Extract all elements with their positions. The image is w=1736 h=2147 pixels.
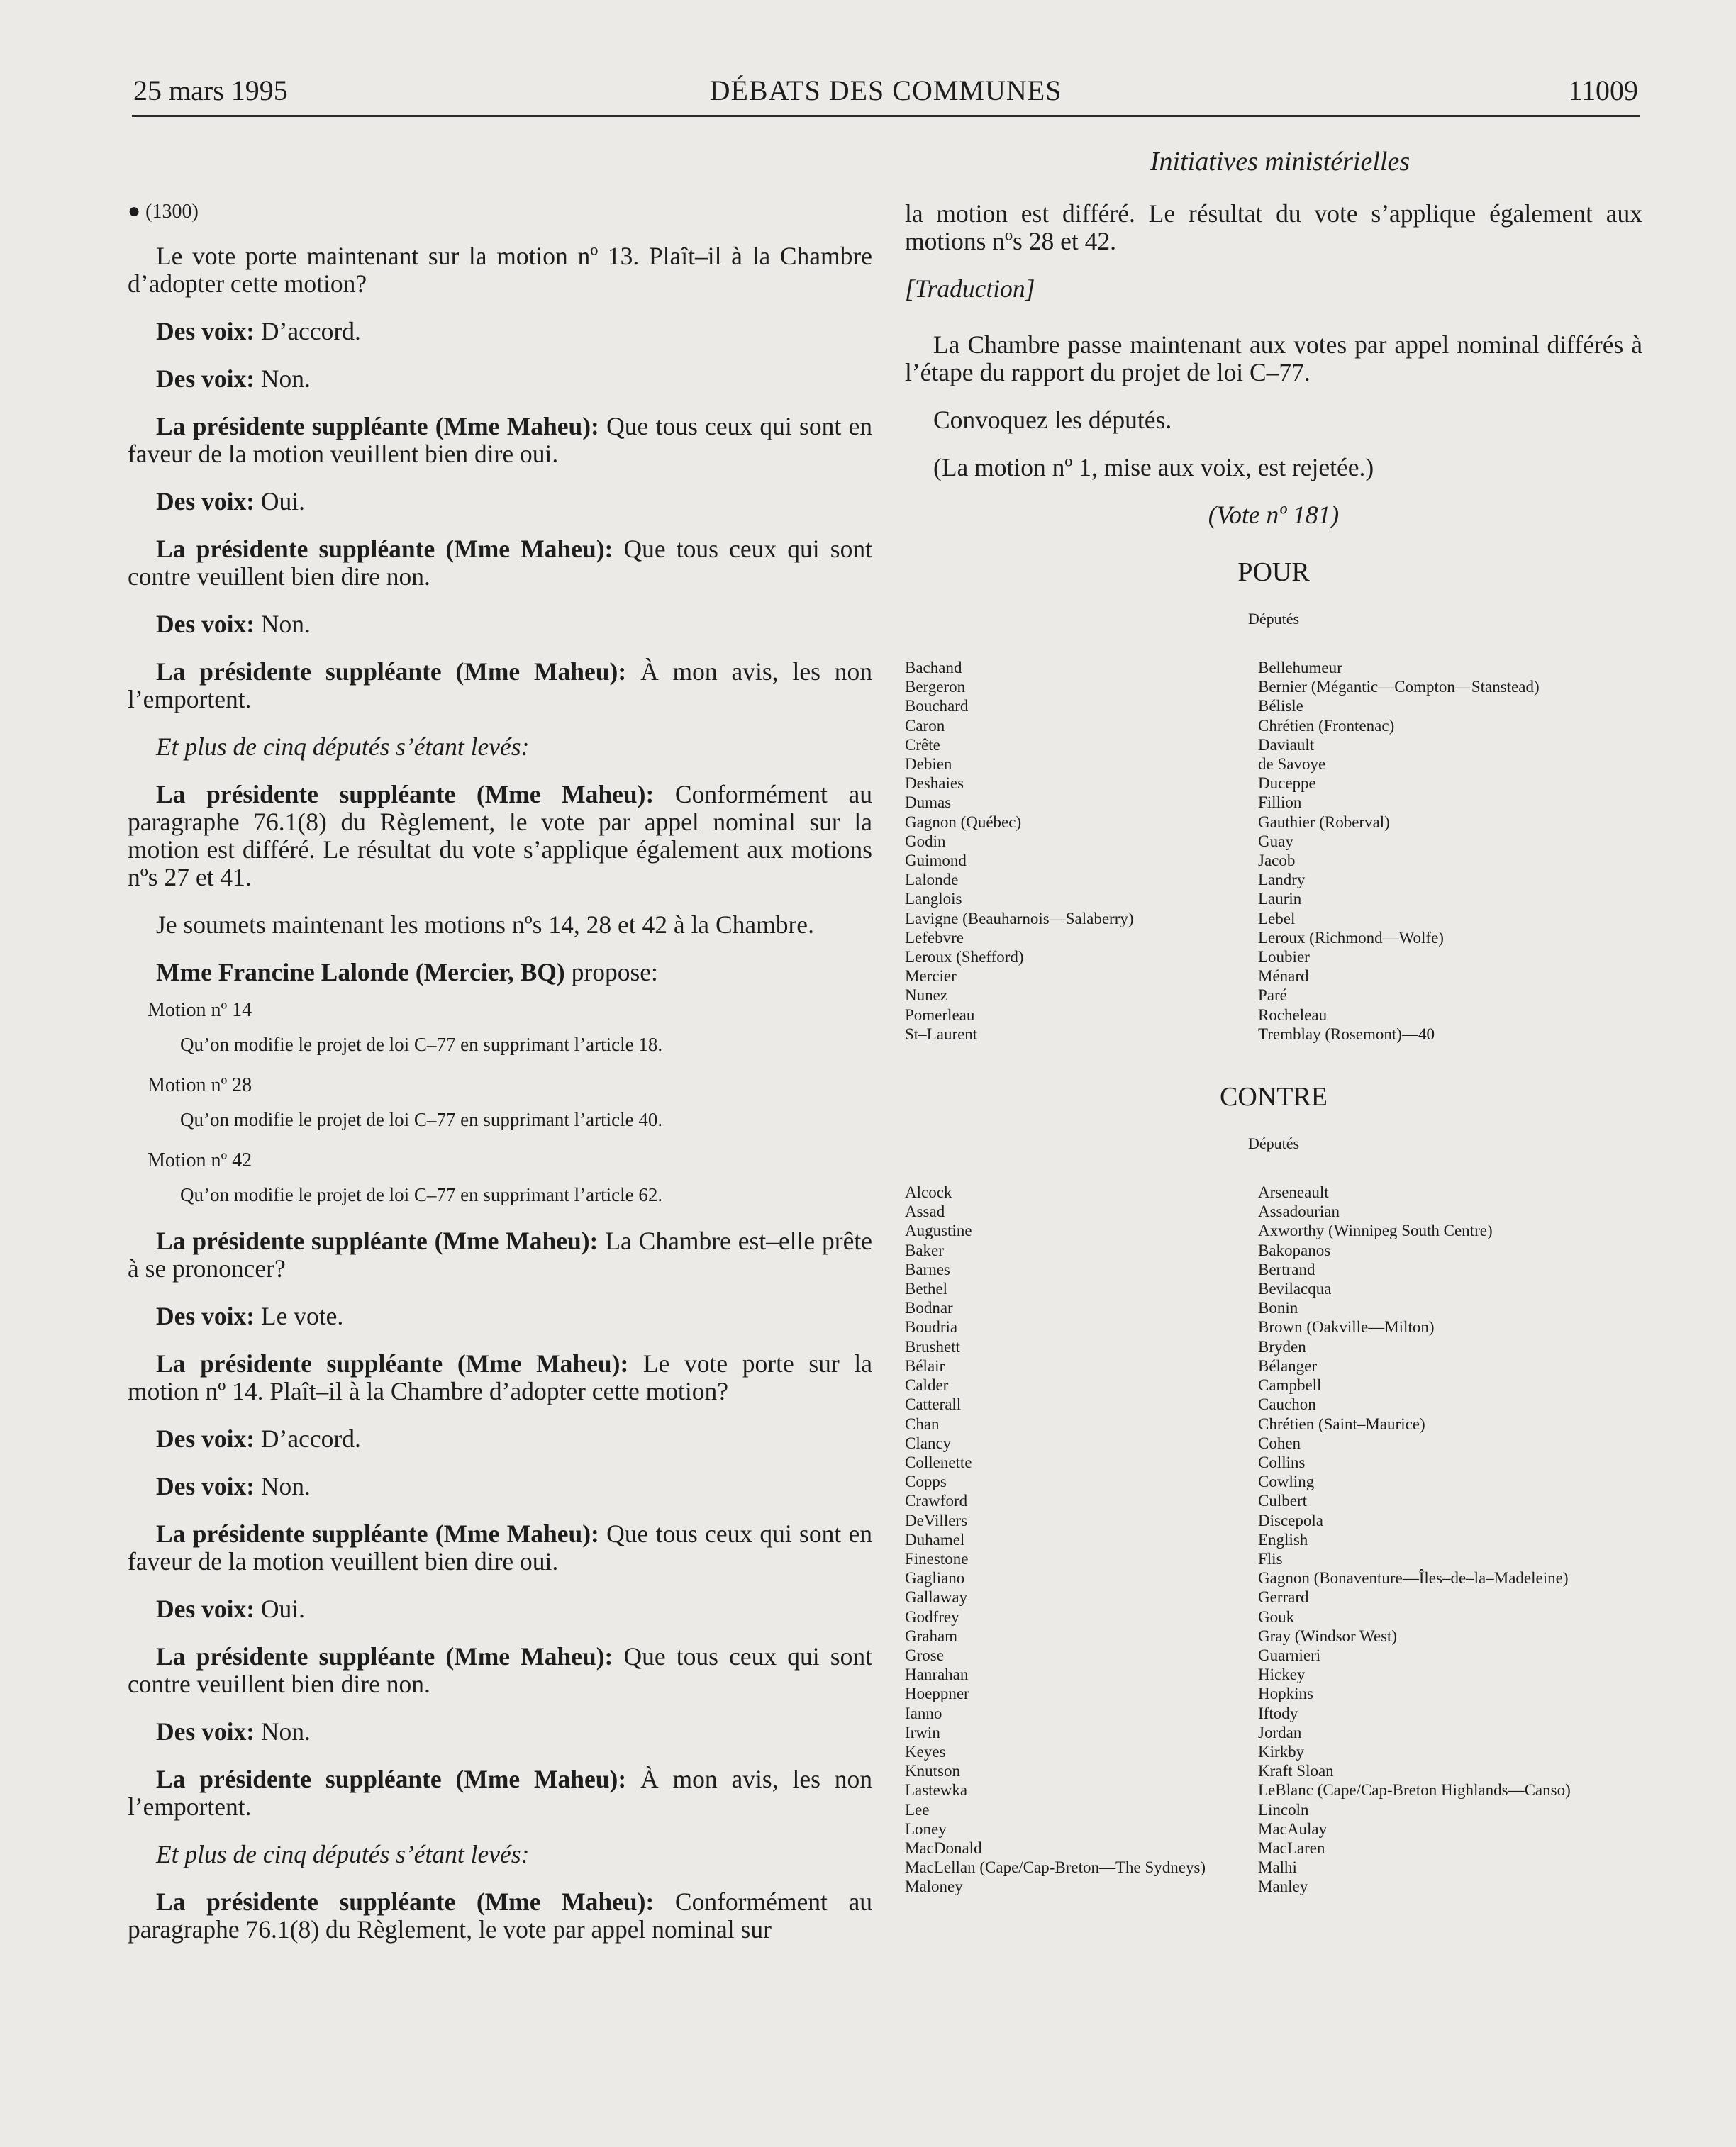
deputy-name: Bachand: [905, 659, 962, 676]
header-date: 25 mars 1995: [133, 74, 288, 106]
deputy-name: Bakopanos: [1258, 1241, 1331, 1259]
deputy-name: Cowling: [1258, 1473, 1315, 1491]
voices-line: Des voix: Oui.: [156, 1595, 306, 1623]
deputy-name: LeBlanc (Cape/Cap-Breton Highlands—Canso): [1258, 1781, 1571, 1800]
deputy-name: Loubier: [1258, 948, 1310, 966]
page-header: [132, 71, 1640, 117]
deputy-name: Iftody: [1258, 1704, 1298, 1722]
deputy-name: Hopkins: [1258, 1685, 1313, 1703]
header-title: DÉBATS DES COMMUNES: [709, 74, 1062, 106]
deputy-name: Deshaies: [905, 774, 964, 793]
deputy-name: Irwin: [905, 1723, 940, 1741]
motion-text: Qu’on modifie le projet de loi C–77 en supprimant l’article 40.: [180, 1109, 663, 1130]
deputes-label: Députés: [1247, 1134, 1300, 1153]
deputy-name: Daviault: [1258, 735, 1315, 754]
pour-column-2: [1258, 658, 1641, 1044]
deputy-name: Kirkby: [1258, 1742, 1305, 1761]
deputy-name: Baker: [905, 1241, 944, 1259]
deputy-name: St–Laurent: [905, 1025, 978, 1043]
deputy-name: Gagnon (Québec): [905, 813, 1022, 831]
paragraph: Je soumets maintenant les motions nºs 14, 28 et 42 à la Chambre.: [156, 910, 814, 939]
voices-line: Des voix: Le vote.: [156, 1302, 344, 1330]
deputy-name: Lalonde: [905, 871, 959, 889]
deputy-name: Discepola: [1258, 1511, 1323, 1529]
deputy-name: Duhamel: [905, 1530, 965, 1549]
speaker-line: La présidente suppléante (Mme Maheu): Le vote porte sur la motion nº 14. Plaît–il à la Chambre d’adopter cette motion?: [128, 1349, 872, 1405]
deputy-name: Ianno: [905, 1704, 942, 1722]
deputy-name: Pomerleau: [905, 1005, 975, 1024]
deputy-name: Laurin: [1258, 890, 1302, 908]
right-column: [905, 200, 1642, 1897]
deputy-name: Bélisle: [1258, 697, 1303, 715]
deputy-name: Clancy: [905, 1434, 952, 1452]
deputy-name: Bernier (Mégantic—Compton—Stanstead): [1258, 678, 1540, 696]
deputy-name: Axworthy (Winnipeg South Centre): [1258, 1222, 1493, 1240]
motion-text: Qu’on modifie le projet de loi C–77 en supprimant l’article 18.: [180, 1034, 663, 1055]
section-title: Initiatives ministérielles: [1150, 147, 1410, 177]
deputy-name: Bevilacqua: [1258, 1280, 1332, 1298]
deputy-name: Gallaway: [905, 1588, 968, 1607]
vote-number: (Vote nº 181): [1208, 501, 1340, 529]
contre-heading: CONTRE: [1220, 1082, 1328, 1112]
deputy-name: Guay: [1258, 832, 1293, 850]
deputy-name: Lincoln: [1258, 1800, 1309, 1819]
speaker-line: La présidente suppléante (Mme Maheu): Que tous ceux qui sont contre veuillent bien dire non.: [128, 1642, 872, 1698]
deputy-name: Arseneault: [1258, 1183, 1329, 1202]
contre-column-1: [905, 1183, 1258, 1897]
deputy-name: Chrétien (Saint–Maurice): [1258, 1415, 1425, 1433]
deputy-name: Leroux (Shefford): [905, 948, 1024, 966]
deputy-name: Barnes: [905, 1260, 950, 1278]
deputy-name: Bélanger: [1258, 1356, 1318, 1375]
deputy-name: Assadourian: [1258, 1203, 1340, 1221]
voices-line: Des voix: Non.: [156, 610, 311, 638]
deputy-name: Collins: [1258, 1453, 1306, 1471]
deputy-name: Cohen: [1258, 1434, 1301, 1452]
time-marker: ● (1300): [128, 199, 199, 223]
pour-column-1: [905, 658, 1258, 1044]
voices-line: Des voix: D’accord.: [156, 317, 361, 345]
paragraph: Le vote porte maintenant sur la motion nº 13. Plaît–il à la Chambre d’adopter cette motion?: [128, 242, 872, 298]
speaker-line: La présidente suppléante (Mme Maheu): Que tous ceux qui sont en faveur de la motion veuillent bien dire oui.: [128, 1519, 872, 1576]
voices-line: Des voix: Non.: [156, 1717, 311, 1746]
deputy-name: Kraft Sloan: [1258, 1762, 1334, 1780]
deputy-name: Lefebvre: [905, 928, 964, 947]
deputes-label: Députés: [1247, 610, 1300, 628]
deputy-name: Campbell: [1258, 1376, 1322, 1395]
voices-line: Des voix: Non.: [156, 364, 311, 393]
deputy-name: Culbert: [1258, 1492, 1307, 1510]
speaker-line: La présidente suppléante (Mme Maheu): À mon avis, les non l’emportent.: [128, 657, 873, 713]
motion-text: Qu’on modifie le projet de loi C–77 en supprimant l’article 62.: [180, 1184, 663, 1205]
deputy-name: Fillion: [1258, 793, 1302, 812]
deputy-name: Catterall: [905, 1395, 962, 1414]
deputy-name: Caron: [905, 716, 945, 735]
voices-line: Des voix: Non.: [156, 1472, 311, 1500]
deputy-name: Langlois: [905, 890, 962, 908]
deputy-name: Assad: [905, 1203, 945, 1221]
paragraph: (La motion nº 1, mise aux voix, est rejetée.): [933, 453, 1374, 481]
speaker-line: La présidente suppléante (Mme Maheu): Conformément au paragraphe 76.1(8) du Règlement, le vote par appel nominal sur la motion est différé. Le résultat du vote s’applique également aux motions nºs 27 et 41.: [128, 780, 872, 891]
deputy-name: Lastewka: [905, 1781, 968, 1800]
deputy-name: Bethel: [905, 1280, 948, 1298]
deputy-name: Lavigne (Beauharnois—Salaberry): [905, 909, 1134, 927]
deputy-name: Debien: [905, 755, 952, 774]
speaker-line: La présidente suppléante (Mme Maheu): Que tous ceux qui sont en faveur de la motion veuillent bien dire oui.: [128, 412, 872, 468]
deputy-name: Bonin: [1258, 1299, 1298, 1317]
motion-label: Motion nº 42: [148, 1149, 252, 1171]
deputy-name: Gouk: [1258, 1607, 1295, 1626]
deputy-name: Copps: [905, 1473, 947, 1491]
deputy-name: Ménard: [1258, 967, 1309, 986]
deputy-name: Lee: [905, 1800, 930, 1819]
deputy-name: Lebel: [1258, 909, 1296, 927]
deputy-name: Knutson: [905, 1762, 960, 1780]
deputy-name: Rocheleau: [1258, 1005, 1328, 1024]
header-page-number: 11009: [1568, 74, 1638, 106]
deputy-name: Brown (Oakville—Milton): [1258, 1318, 1435, 1337]
deputy-name: Jordan: [1258, 1723, 1302, 1741]
deputy-name: de Savoye: [1258, 755, 1326, 774]
deputy-name: Bellehumeur: [1258, 659, 1342, 676]
deputy-name: Crawford: [905, 1492, 968, 1510]
deputy-name: Crête: [905, 735, 940, 754]
deputy-name: Godfrey: [905, 1607, 959, 1626]
deputy-name: Chrétien (Frontenac): [1258, 716, 1395, 735]
deputy-name: English: [1258, 1530, 1308, 1549]
deputy-name: Gagliano: [905, 1569, 965, 1588]
deputy-name: Brushett: [905, 1337, 960, 1356]
stage-direction: Et plus de cinq députés s’étant levés:: [156, 1840, 530, 1868]
deputy-name: Loney: [905, 1819, 947, 1838]
voices-line: Des voix: D’accord.: [156, 1424, 361, 1453]
deputy-name: Tremblay (Rosemont)—40: [1258, 1025, 1435, 1043]
deputy-name: Gerrard: [1258, 1588, 1309, 1607]
deputy-name: Mercier: [905, 967, 957, 986]
deputy-name: Malhi: [1258, 1858, 1297, 1877]
deputy-name: Augustine: [905, 1222, 972, 1240]
deputy-name: Keyes: [905, 1742, 946, 1761]
deputy-name: Bouchard: [905, 697, 969, 715]
motion-label: Motion nº 14: [148, 999, 252, 1021]
deputy-name: Grose: [905, 1646, 944, 1664]
pour-heading: POUR: [1237, 557, 1310, 587]
deputy-name: MacLellan (Cape/Cap-Breton—The Sydneys): [905, 1858, 1206, 1877]
paragraph: la motion est différé. Le résultat du vote s’applique également aux motions nºs 28 et 42.: [905, 199, 1642, 255]
contre-list: [905, 1183, 1642, 1897]
deputy-name: Flis: [1258, 1549, 1283, 1568]
deputy-name: Hoeppner: [905, 1685, 969, 1703]
deputy-name: Paré: [1258, 986, 1287, 1005]
paragraph: Convoquez les députés.: [933, 406, 1172, 434]
deputy-name: Godin: [905, 832, 946, 850]
proposer-line: Mme Francine Lalonde (Mercier, BQ) propose:: [156, 958, 658, 986]
deputy-name: Guimond: [905, 852, 967, 870]
deputy-name: Dumas: [905, 793, 952, 812]
paragraph: La Chambre passe maintenant aux votes par appel nominal différés à l’étape du rapport du projet de loi C–77.: [905, 330, 1642, 386]
left-column: [128, 197, 872, 1963]
deputy-name: Collenette: [905, 1453, 972, 1471]
deputy-name: Calder: [905, 1376, 949, 1395]
deputy-name: MacAulay: [1258, 1819, 1328, 1838]
deputy-name: Bertrand: [1258, 1260, 1315, 1278]
deputy-name: Alcock: [905, 1183, 952, 1202]
stage-direction: Et plus de cinq députés s’étant levés:: [156, 732, 530, 761]
deputy-name: Boudria: [905, 1318, 958, 1337]
deputy-name: Bélair: [905, 1356, 945, 1375]
deputy-name: Manley: [1258, 1878, 1308, 1896]
bullet-icon: ●: [128, 199, 141, 223]
deputy-name: MacDonald: [905, 1839, 982, 1857]
deputy-name: Gagnon (Bonaventure—Îles–de–la–Madeleine): [1258, 1569, 1569, 1588]
deputy-name: Hickey: [1258, 1666, 1306, 1684]
deputy-name: Duceppe: [1258, 774, 1316, 793]
voices-line: Des voix: Oui.: [156, 487, 306, 515]
deputy-name: Nunez: [905, 986, 948, 1005]
deputy-name: Landry: [1258, 871, 1306, 889]
deputy-name: Bodnar: [905, 1299, 953, 1317]
translation-tag: [Traduction]: [905, 274, 1035, 303]
deputy-name: MacLaren: [1258, 1839, 1325, 1857]
deputy-name: Maloney: [905, 1878, 963, 1896]
deputy-name: Leroux (Richmond—Wolfe): [1258, 928, 1444, 947]
speaker-line: La présidente suppléante (Mme Maheu): La Chambre est–elle prête à se prononcer?: [128, 1227, 872, 1283]
deputy-name: Graham: [905, 1627, 958, 1645]
deputy-name: Chan: [905, 1415, 940, 1433]
deputy-name: Jacob: [1258, 852, 1296, 870]
pour-list: [905, 658, 1642, 1044]
deputy-name: Finestone: [905, 1549, 969, 1568]
deputy-name: DeVillers: [905, 1511, 968, 1529]
contre-column-2: [1258, 1183, 1641, 1897]
speaker-line: La présidente suppléante (Mme Maheu): Que tous ceux qui sont contre veuillent bien dire non.: [128, 535, 872, 591]
deputy-name: Guarnieri: [1258, 1646, 1321, 1664]
motion-label: Motion nº 28: [148, 1074, 252, 1096]
deputy-name: Gauthier (Roberval): [1258, 813, 1390, 831]
speaker-line: La présidente suppléante (Mme Maheu): Conformément au paragraphe 76.1(8) du Règlement, le vote par appel nominal sur: [128, 1887, 872, 1944]
deputy-name: Gray (Windsor West): [1258, 1627, 1398, 1645]
deputy-name: Bergeron: [905, 678, 966, 696]
deputy-name: Bryden: [1258, 1337, 1306, 1356]
deputy-name: Cauchon: [1258, 1395, 1316, 1414]
speaker-line: La présidente suppléante (Mme Maheu): À mon avis, les non l’emportent.: [128, 1765, 873, 1821]
deputy-name: Hanrahan: [905, 1666, 969, 1684]
